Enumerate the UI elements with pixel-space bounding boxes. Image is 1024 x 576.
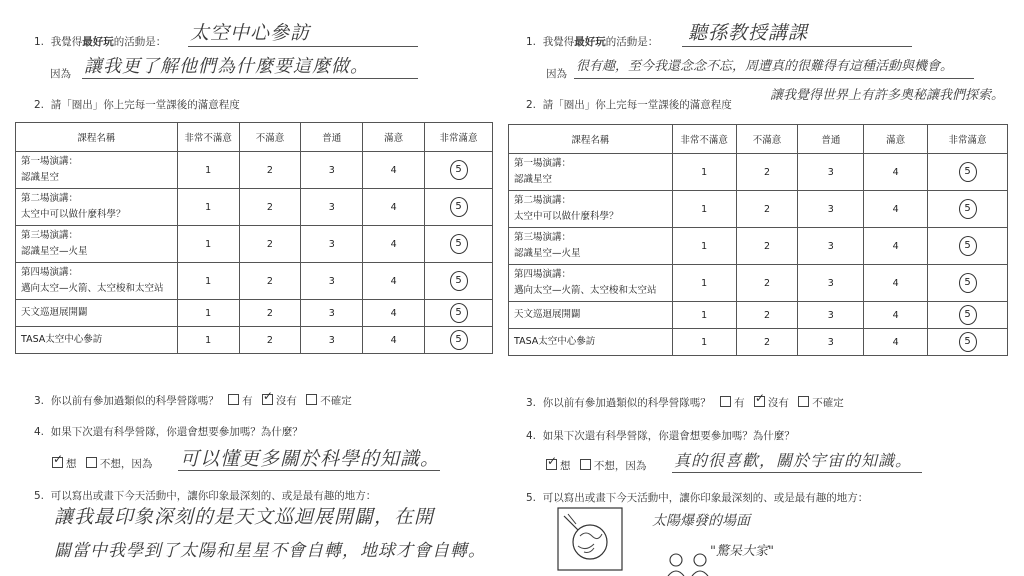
rating-3: 3 (798, 154, 864, 191)
rating-4: 4 (363, 152, 425, 189)
rating-1: 1 (177, 152, 239, 189)
q1-reason-answer: 讓我更了解他們為什麼要這麼做。 (84, 56, 369, 77)
rating-3: 3 (301, 300, 363, 327)
rating-2: 2 (736, 154, 798, 191)
rating-5-cell (928, 191, 1008, 228)
checkbox-want[interactable] (52, 457, 63, 468)
course-name: TASA太空中心參訪 (509, 329, 673, 356)
rating-1: 1 (177, 300, 239, 327)
checkbox-no[interactable] (262, 394, 273, 405)
q5-label: 5. 可以寫出或畫下今天活動中，讓你印象最深刻的、或是最有趣的地方： (34, 490, 377, 502)
rating-1: 1 (177, 327, 239, 354)
q1-reason-label: 因為 (50, 68, 71, 80)
checkbox-yes[interactable] (228, 394, 239, 405)
table-row (509, 191, 1008, 228)
table-row (16, 327, 493, 354)
table-row (509, 265, 1008, 302)
rating-5-circled: 5 (450, 234, 468, 254)
rating-3: 3 (301, 226, 363, 263)
course-name: 第四場演講： 邁向太空—火箭、太空梭和太空站 (16, 263, 178, 300)
rating-1: 1 (177, 226, 239, 263)
rating-5-cell (928, 228, 1008, 265)
course-name: 第二場演講： 太空中可以做什麼科學？ (16, 189, 178, 226)
rating-3: 3 (301, 152, 363, 189)
rating-2: 2 (736, 191, 798, 228)
course-name: 第三場演講： 認識星空—火星 (509, 228, 673, 265)
rating-2: 2 (239, 189, 301, 226)
q2-label: 2. 請「圈出」你上完每一堂課後的滿意程度 (526, 99, 732, 111)
q4-answer-line (178, 470, 440, 471)
q1-answer: 太空中心參訪 (190, 22, 311, 44)
checkbox-no[interactable] (754, 396, 765, 407)
rating-3: 3 (798, 302, 864, 329)
col-header-dissatisfied: 不滿意 (239, 123, 301, 152)
rating-5-circled: 5 (959, 273, 977, 293)
q3-label: 3. 你以前有參加過類似的科學營隊嗎？ 有 ✓ 沒有 不確定 (526, 395, 844, 410)
col-header-course: 課程名稱 (16, 123, 178, 152)
col-header-neutral: 普通 (301, 123, 363, 152)
col-header-very-satisfied: 非常滿意 (928, 125, 1008, 154)
course-name: 天文巡迴展開闢 (509, 302, 673, 329)
rating-2: 2 (239, 263, 301, 300)
col-header-very-satisfied: 非常滿意 (425, 123, 493, 152)
table-row (16, 226, 493, 263)
checkbox-not-want[interactable] (86, 457, 97, 468)
checkbox-yes[interactable] (720, 396, 731, 407)
rating-5-cell (425, 189, 493, 226)
rating-4: 4 (363, 189, 425, 226)
table-row (16, 300, 493, 327)
table-row (16, 152, 493, 189)
rating-5-circled: 5 (450, 271, 468, 291)
rating-3: 3 (301, 263, 363, 300)
rating-5-cell (425, 152, 493, 189)
rating-1: 1 (672, 265, 736, 302)
q1-answer-line (188, 46, 418, 47)
rating-1: 1 (177, 189, 239, 226)
col-header-satisfied: 滿意 (864, 125, 928, 154)
q1-reason-line (82, 78, 418, 79)
rating-5-circled: 5 (959, 236, 977, 256)
course-name: 第四場演講： 邁向太空—火箭、太空梭和太空站 (509, 265, 673, 302)
table-row (509, 154, 1008, 191)
q2-label: 2. 請「圈出」你上完每一堂課後的滿意程度 (34, 99, 240, 111)
rating-3: 3 (798, 265, 864, 302)
rating-2: 2 (736, 302, 798, 329)
q1-answer: 聽孫教授講課 (688, 22, 809, 44)
rating-4: 4 (363, 226, 425, 263)
rating-1: 1 (672, 228, 736, 265)
satisfaction-table (15, 122, 493, 354)
col-header-very-dissatisfied: 非常不滿意 (672, 125, 736, 154)
rating-5-circled: 5 (959, 162, 977, 182)
q1-extra-answer: 讓我覺得世界上有許多奧秘讓我們探索。 (770, 88, 1005, 103)
rating-5-cell (928, 265, 1008, 302)
table-header-row (16, 123, 493, 152)
rating-5-cell (425, 327, 493, 354)
survey-page-right (512, 0, 1024, 576)
rating-4: 4 (864, 228, 928, 265)
course-name: 第三場演講： 認識星空—火星 (16, 226, 178, 263)
q1-reason-answer: 很有趣，至今我還念念不忘，周遭真的很難得有這種活動與機會。 (576, 59, 954, 74)
col-header-satisfied: 滿意 (363, 123, 425, 152)
col-header-course: 課程名稱 (509, 125, 673, 154)
col-header-dissatisfied: 不滿意 (736, 125, 798, 154)
rating-2: 2 (239, 300, 301, 327)
rating-5-circled: 5 (450, 303, 468, 323)
rating-4: 4 (864, 329, 928, 356)
q4-options: ✓想 不想，因為 (46, 456, 152, 471)
q5-answer-line1: 讓我最印象深刻的是天文巡迴展開闢，在開 (54, 506, 435, 528)
q3-label: 3. 你以前有參加過類似的科學營隊嗎？ 有 ✓ 沒有 不確定 (34, 393, 352, 408)
rating-4: 4 (864, 154, 928, 191)
rating-2: 2 (736, 329, 798, 356)
sun-burst-drawing (556, 506, 626, 574)
rating-5-cell (425, 300, 493, 327)
rating-4: 4 (864, 302, 928, 329)
q1-label: 1. 我覺得最好玩的活動是： (34, 36, 167, 48)
checkbox-unsure[interactable] (798, 396, 809, 407)
rating-1: 1 (672, 302, 736, 329)
rating-5-cell (928, 329, 1008, 356)
rating-1: 1 (672, 154, 736, 191)
rating-4: 4 (363, 300, 425, 327)
rating-2: 2 (239, 327, 301, 354)
drawing-quote: "驚呆大家" (710, 544, 774, 559)
course-name: 第一場演講： 認識星空 (16, 152, 178, 189)
rating-4: 4 (864, 265, 928, 302)
rating-5-circled: 5 (959, 305, 977, 325)
rating-2: 2 (239, 226, 301, 263)
table-row (509, 302, 1008, 329)
q1-reason-line (574, 78, 974, 79)
q1-label: 1. 我覺得最好玩的活動是： (526, 36, 659, 48)
rating-5-circled: 5 (450, 160, 468, 180)
checkbox-not-want[interactable] (580, 459, 591, 470)
rating-2: 2 (736, 265, 798, 302)
rating-1: 1 (672, 191, 736, 228)
rating-3: 3 (301, 327, 363, 354)
q4-label: 4. 如果下次還有科學營隊，你還會想要參加嗎？為什麼？ (526, 430, 795, 442)
rating-4: 4 (363, 327, 425, 354)
table-row (16, 189, 493, 226)
q5-answer-line2: 闢當中我學到了太陽和星星不會自轉，地球才會自轉。 (54, 541, 486, 561)
q4-answer: 可以懂更多關於科學的知識。 (180, 448, 441, 470)
people-drawing (662, 550, 722, 576)
course-name: 第二場演講： 太空中可以做什麼科學？ (509, 191, 673, 228)
q4-answer: 真的很喜歡，關於宇宙的知識。 (674, 451, 913, 470)
rating-1: 1 (177, 263, 239, 300)
table-header-row (509, 125, 1008, 154)
satisfaction-table (508, 124, 1008, 356)
rating-5-cell (425, 263, 493, 300)
q5-label: 5. 可以寫出或畫下今天活動中，讓你印象最深刻的、或是最有趣的地方： (526, 492, 869, 504)
rating-3: 3 (798, 228, 864, 265)
rating-3: 3 (798, 191, 864, 228)
table-row (509, 228, 1008, 265)
rating-4: 4 (363, 263, 425, 300)
rating-5-circled: 5 (450, 197, 468, 217)
course-name: TASA太空中心參訪 (16, 327, 178, 354)
rating-5-cell (928, 302, 1008, 329)
q4-label: 4. 如果下次還有科學營隊，你還會想要參加嗎？為什麼？ (34, 426, 303, 438)
rating-2: 2 (239, 152, 301, 189)
rating-5-circled: 5 (450, 330, 468, 350)
col-header-very-dissatisfied: 非常不滿意 (177, 123, 239, 152)
rating-5-circled: 5 (959, 332, 977, 352)
rating-3: 3 (301, 189, 363, 226)
rating-5-circled: 5 (959, 199, 977, 219)
q1-answer-line (682, 46, 912, 47)
col-header-neutral: 普通 (798, 125, 864, 154)
rating-4: 4 (864, 191, 928, 228)
checkbox-unsure[interactable] (306, 394, 317, 405)
rating-5-cell (928, 154, 1008, 191)
course-name: 天文巡迴展開闢 (16, 300, 178, 327)
q4-answer-line (672, 472, 922, 473)
rating-2: 2 (736, 228, 798, 265)
rating-3: 3 (798, 329, 864, 356)
q1-reason-label: 因為 (546, 68, 567, 80)
table-row (16, 263, 493, 300)
rating-1: 1 (672, 329, 736, 356)
course-name: 第一場演講： 認識星空 (509, 154, 673, 191)
q4-options: ✓想 不想，因為 (540, 458, 646, 473)
table-row (509, 329, 1008, 356)
drawing-caption: 太陽爆發的場面 (652, 513, 750, 529)
checkbox-want[interactable] (546, 459, 557, 470)
rating-5-cell (425, 226, 493, 263)
